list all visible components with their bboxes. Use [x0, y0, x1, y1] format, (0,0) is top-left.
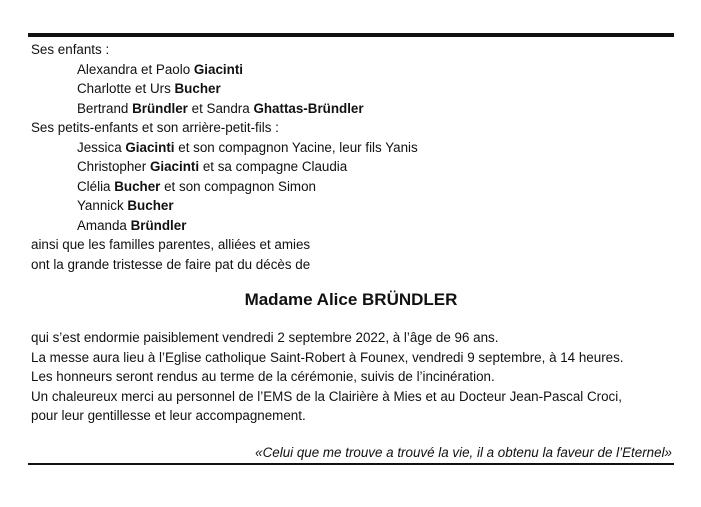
- detail-line: Les honneurs seront rendus au terme de la cérémonie, suivis de l’incinération.: [31, 369, 495, 384]
- child-first-names: Bertrand: [77, 100, 129, 116]
- obituary-notice: [28, 33, 674, 465]
- top-divider: [28, 33, 674, 37]
- grandchild-first-name: Amanda: [77, 217, 127, 233]
- grandchild-surname: Giacinti: [149, 159, 200, 174]
- grandchild-rest: et sa compagne Claudia: [202, 159, 348, 174]
- grandchild-entry: [77, 177, 674, 197]
- child-first-names: Charlotte et Urs: [77, 81, 171, 96]
- child-surname: Bründler: [132, 100, 188, 116]
- child-first-names: Alexandra et Paolo: [77, 61, 191, 77]
- grandchild-entry: [77, 138, 674, 158]
- grandchild-first-name: Yannick: [77, 198, 124, 213]
- child-entry: [77, 79, 674, 99]
- announcement-line: ont la grande tristesse de faire pat du décès de: [31, 256, 311, 272]
- grandchild-rest: et son compagnon Simon: [164, 178, 316, 194]
- grandchild-entry: [77, 196, 674, 216]
- children-header: Ses enfants :: [31, 42, 110, 57]
- grandchild-surname: Giacinti: [125, 139, 175, 155]
- families-line: ainsi que les familles parentes, alliées et amies: [31, 237, 311, 252]
- child-entry: [77, 60, 674, 80]
- child-entry: [77, 99, 674, 119]
- child-surname: Bucher: [174, 81, 221, 96]
- child-surname: Giacinti: [193, 61, 244, 77]
- partner-surname: Ghattas-Bründler: [253, 100, 364, 116]
- closing-quote: «Celui que me trouve a trouvé la vie, il a obtenu la faveur de l’Eternel»: [255, 444, 672, 460]
- detail-line: La messe aura lieu à l’Eglise catholique Saint-Robert à Founex, vendredi 9 septembre, à 14 heures.: [31, 349, 624, 365]
- detail-line: pour leur gentillesse et leur accompagnement.: [31, 408, 306, 423]
- detail-line: Un chaleureux merci au personnel de l’EMS de la Clairière à Mies et au Docteur Jean-Pascal Croci,: [31, 388, 622, 404]
- deceased-name: Madame Alice BRÜNDLER: [244, 290, 458, 309]
- partner-first-names: et Sandra: [191, 100, 250, 116]
- grandchild-first-name: Jessica: [77, 139, 122, 155]
- grandchild-surname: Bucher: [114, 178, 161, 194]
- grandchild-surname: Bucher: [127, 198, 174, 213]
- grandchild-first-name: Christopher: [77, 159, 147, 174]
- grandchild-surname: Bründler: [130, 217, 187, 233]
- grandchild-rest: et son compagnon Yacine, leur fils Yanis: [178, 139, 418, 155]
- grandchild-entry: [77, 157, 674, 177]
- detail-line: qui s’est endormie paisiblement vendredi 2 septembre 2022, à l’âge de 96 ans.: [31, 330, 499, 345]
- grandchild-first-name: Clélia: [77, 178, 111, 194]
- grandchildren-header: Ses petits-enfants et son arrière-petit-fils :: [31, 120, 279, 135]
- grandchild-entry: [77, 216, 674, 236]
- bottom-divider: [28, 463, 674, 465]
